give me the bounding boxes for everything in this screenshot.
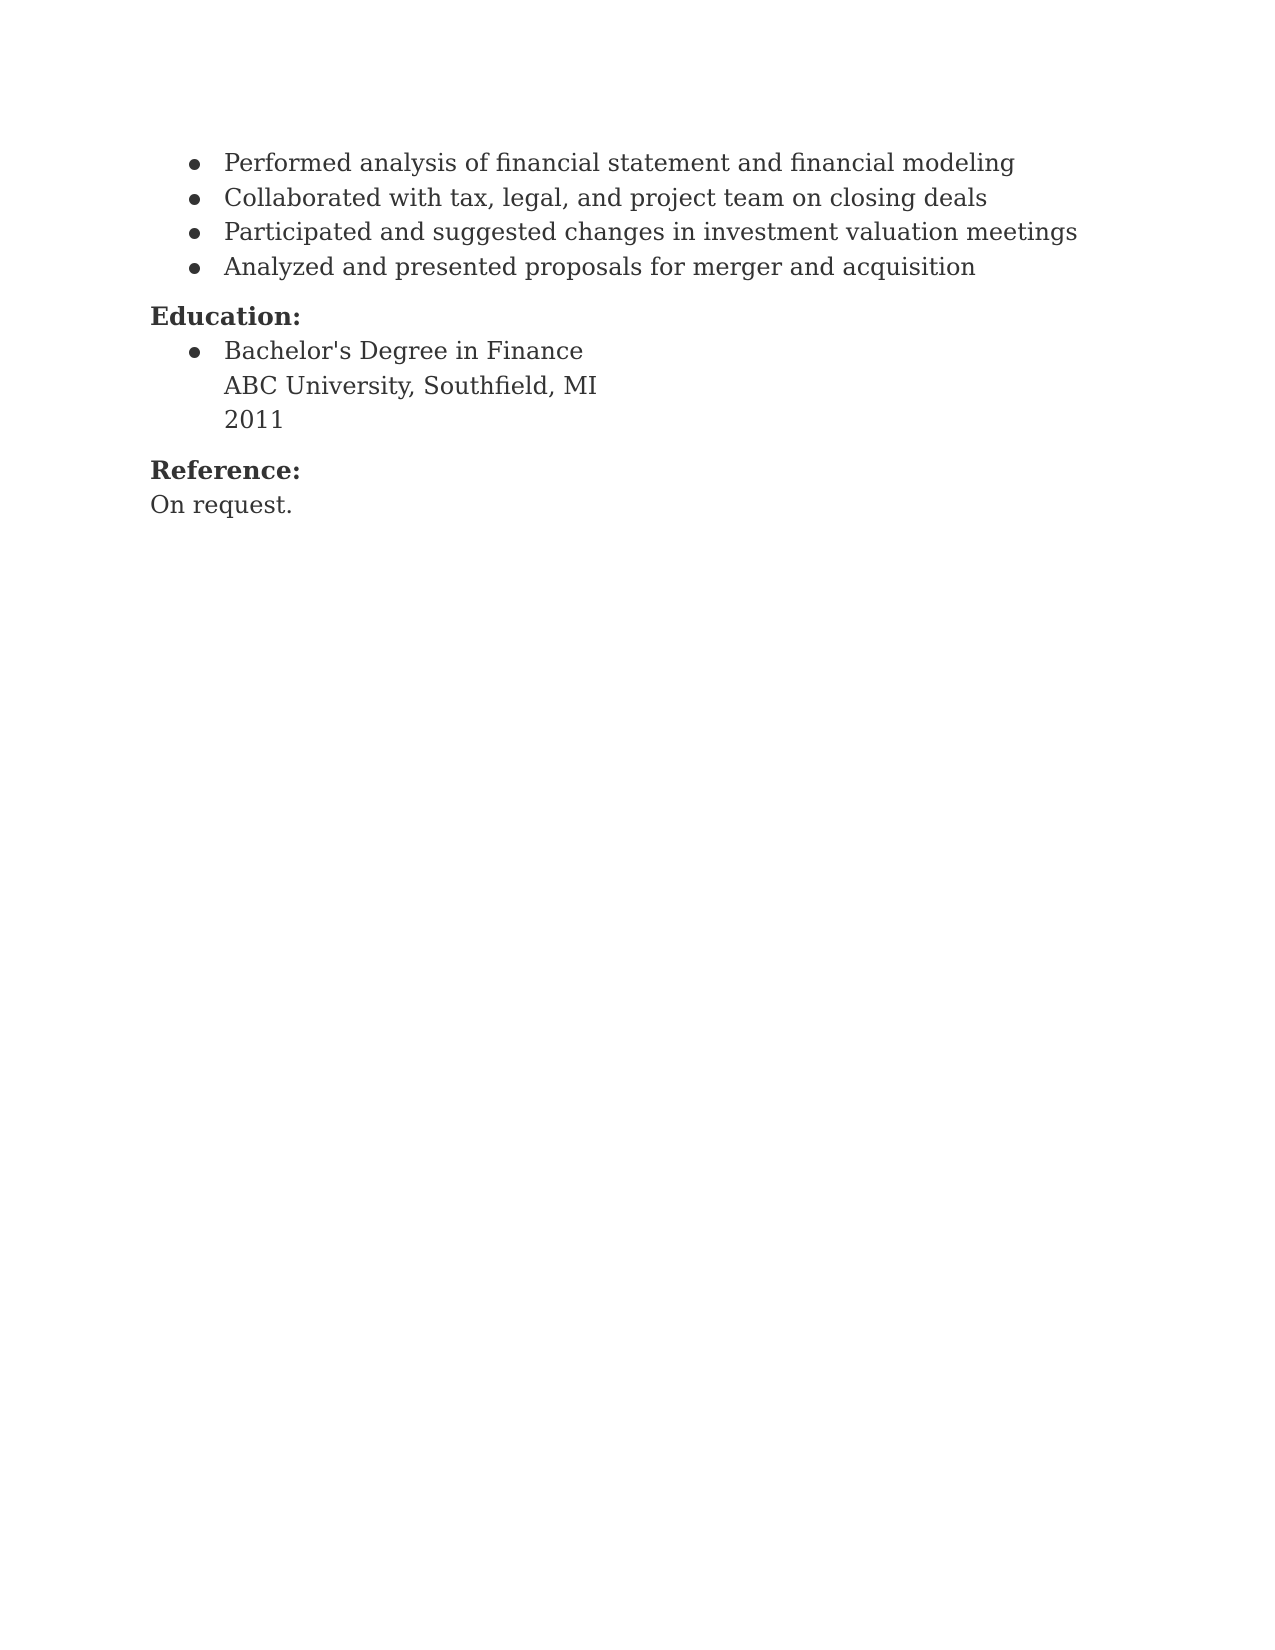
experience-bullet-text: Collaborated with tax, legal, and project team on closing deals [224,183,988,212]
experience-bullet-text: Analyzed and presented proposals for merger and acquisition [224,252,976,281]
reference-text: On request. [150,490,294,519]
education-list [150,334,1150,438]
bullet-dot-icon [189,263,200,274]
bullet-dot-icon [189,194,200,205]
education-degree: Bachelor's Degree in Finance [224,337,584,365]
reference-heading: Reference: [150,455,301,485]
experience-bullet [150,250,1150,285]
experience-bullet-list [150,146,1150,284]
experience-bullet [150,181,1150,216]
bullet-dot-icon [189,347,200,358]
education-item [150,334,1150,438]
experience-bullet [150,215,1150,250]
education-heading: Education: [150,302,302,331]
education-year: 2011 [224,406,286,434]
experience-bullet-text: Performed analysis of financial statement and financial modeling [224,149,1016,177]
experience-bullet-text: Participated and suggested changes in investment valuation meetings [224,218,1078,246]
experience-bullet [150,146,1150,181]
education-school: ABC University, Southfield, MI [224,371,598,400]
bullet-dot-icon [189,159,200,170]
resume-page [150,146,1150,522]
bullet-dot-icon [189,228,200,239]
